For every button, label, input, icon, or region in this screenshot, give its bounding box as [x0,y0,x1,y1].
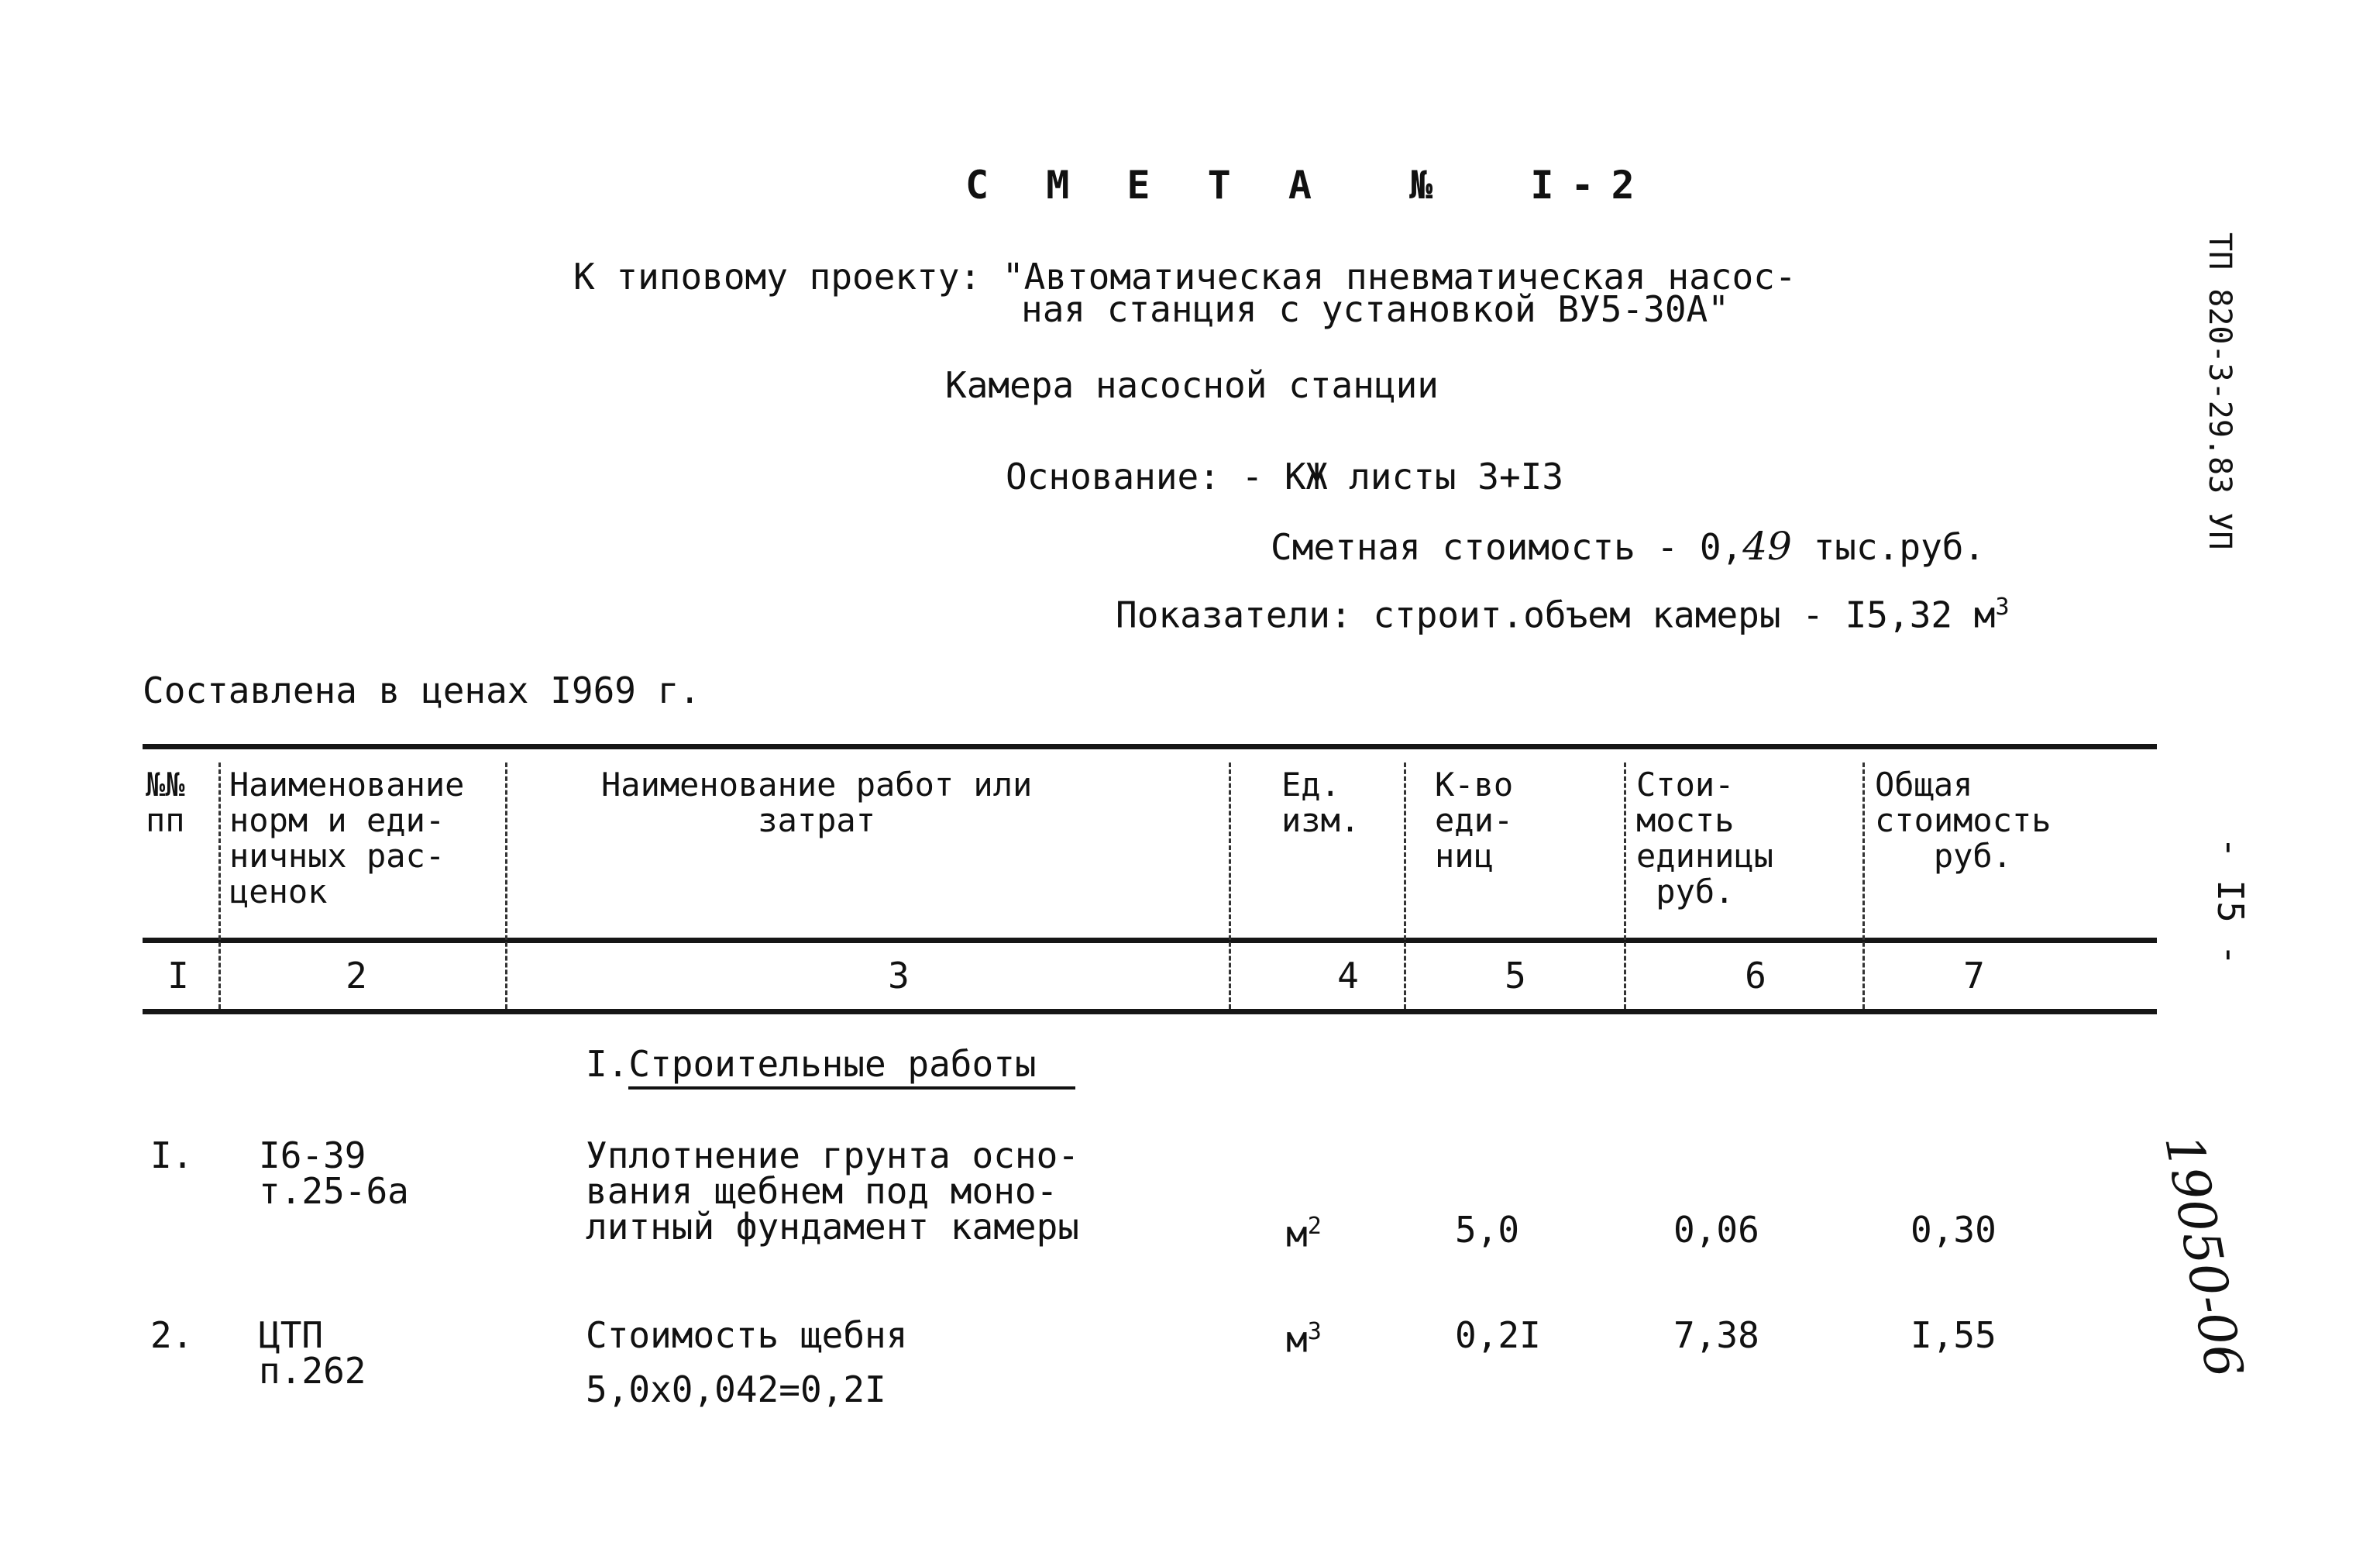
estimated-cost-line [1271,524,1985,569]
column-number-5: 5 [1505,955,1526,997]
row-2-total: I,55 [1911,1314,1997,1356]
column-number-1: I [167,955,189,997]
column-number-6: 6 [1745,955,1766,997]
header-col-4: Ед. изм. [1281,766,1360,839]
handwritten-archive-number: 19050-06 [2153,1130,2254,1382]
header-col-3: Наименование работ или затрат [601,766,1033,839]
row-1-qty: 5,0 [1455,1209,1520,1251]
indicators-line [1116,594,2010,635]
row-1-unit-cost: 0,06 [1673,1209,1759,1251]
row-1-num: I. [150,1134,194,1176]
object-name: Камера насосной станции [945,364,1439,406]
section-title-text: Строительные работы [628,1043,1075,1090]
document-title: С М Е Т А № I-2 [965,163,1652,208]
header-col-2: Наименование норм и еди- ничных рас- ценок [229,766,465,911]
column-number-2: 2 [346,955,367,997]
row-2-name: Стоимость щебня [586,1314,908,1356]
section-number: I. [586,1043,629,1085]
column-separator [1404,763,1406,1009]
column-number-3: 3 [888,955,910,997]
estimated-cost-handwritten: 49 [1742,524,1792,569]
header-col-7: Общая стоимость руб. [1875,766,2052,875]
row-2-unit-base: м [1286,1318,1308,1361]
row-1-unit-base: м [1286,1213,1308,1255]
row-1-name: Уплотнение грунта осно- вания щебнем под моно- литный фундамент камеры [586,1134,1079,1248]
row-1-unit [1286,1209,1322,1255]
header-col-6: Стои- мость единицы руб. [1636,766,1774,911]
prices-note: Составлена в ценах I969 г. [143,670,701,711]
row-2-unit-sup: 3 [1307,1318,1322,1345]
project-line-2: ная станция с установкой ВУ5-30А" [1021,288,1729,330]
row-2-unit-cost: 7,38 [1673,1314,1759,1356]
row-1-total: 0,30 [1911,1209,1997,1251]
column-number-7: 7 [1963,955,1985,997]
column-separator [1229,763,1231,1009]
column-number-4: 4 [1337,955,1359,997]
project-code-margin: ТП 820-3-29.83 УП [2202,232,2237,550]
project-line-1: К типовому проекту: "Автоматическая пневматическая насос- [573,256,1797,298]
row-2-num: 2. [150,1314,194,1356]
header-col-1: №№ пп [146,766,185,839]
row-2-qty: 0,2I [1455,1314,1541,1356]
column-separator [1862,763,1865,1009]
section-title [586,1043,1075,1085]
estimated-cost-suffix: тыс.руб. [1791,526,1986,568]
table-top-rule [143,744,2157,749]
header-col-5: К-во еди- ниц [1435,766,1514,875]
row-2-calc: 5,0x0,042=0,2I [586,1368,886,1410]
table-header-rule [143,938,2157,943]
indicators-sup: 3 [1995,594,2010,621]
row-2-norm: ЦТП п.262 [259,1314,366,1392]
row-1-norm: I6-39 т.25-6а [259,1134,409,1212]
row-1-unit-sup: 2 [1307,1213,1322,1240]
basis-line: Основание: - КЖ листы 3+I3 [1006,456,1564,497]
column-separator [218,763,221,1009]
table-numbers-rule [143,1009,2157,1014]
page-number: - I5 - [2210,837,2251,966]
row-2-unit [1286,1314,1322,1361]
column-separator [1624,763,1626,1009]
column-separator [505,763,507,1009]
estimated-cost-prefix: Сметная стоимость - 0, [1271,526,1743,568]
indicators-text: Показатели: строит.объем камеры - I5,32 м [1116,594,1996,636]
